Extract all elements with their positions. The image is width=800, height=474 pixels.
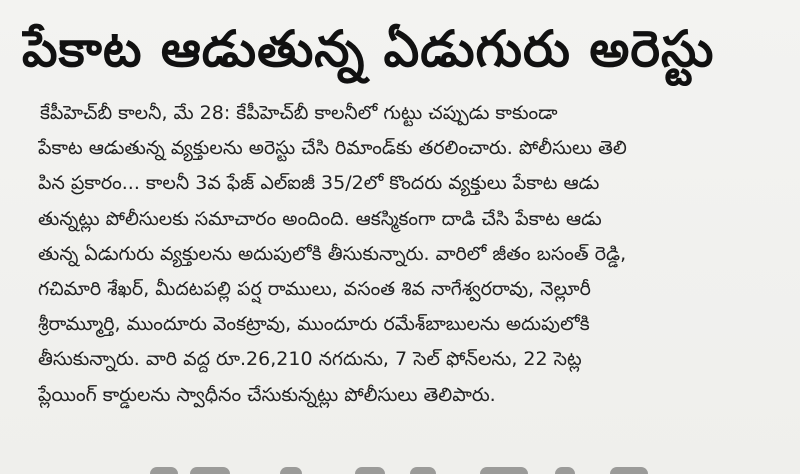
cropped-glyph (190, 467, 230, 474)
article-headline: పేకాట ఆడుతున్న ఏడుగురు అరెస్టు (22, 20, 715, 78)
cropped-glyph (150, 467, 178, 474)
cropped-glyph (610, 467, 648, 474)
cropped-next-headline (120, 455, 680, 474)
article-line-5: తున్న ఏడుగురు వ్యక్తులను అదుపులోకి తీసుకున్నారు. వారిలో జీతం బసంత్ రెడ్డి, (38, 242, 627, 265)
article-line-4: తున్నట్లు పోలీసులకు సమాచారం అందింది. ఆకస్మికంగా దాడి చేసి పేకాట ఆడు (38, 207, 602, 230)
cropped-glyph (280, 467, 302, 474)
article-line-3: పిన ప్రకారం... కాలనీ 3వ ఫేజ్ ఎల్ఐజీ 35/2లో కొందరు వ్యక్తులు పేకాట ఆడు (38, 172, 600, 195)
article-line-9: ప్లేయింగ్ కార్డులను స్వాధీనం చేసుకున్నట్లు పోలీసులు తెలిపారు. (38, 383, 496, 406)
article-line-7: శ్రీరామ్మూర్తి, ముందూరు వెంకట్రావు, ముందూరు రమేశ్‌బాబులను అదుపులోకి (38, 313, 590, 336)
cropped-glyph (480, 467, 528, 474)
article-line-1: కేపీహెచ్‌బీ కాలనీ, మే 28: కేపీహెచ్‌బీ కాలనీలో గుట్టు చప్పుడు కాకుండా (40, 102, 558, 124)
cropped-glyph (355, 467, 385, 474)
article-line-6: గచిమారి శేఖర్, మీదటపల్లి పర్ష రాములు, వసంత శివ నాగేశ్వరరావు, నెల్లూరీ (38, 277, 591, 300)
article-line-2: పేకాట ఆడుతున్న వ్యక్తులను అరెస్టు చేసి రిమాండ్‌కు తరలించారు. పోలీసులు తెలి (38, 137, 627, 160)
article-line-8: తీసుకున్నారు. వారి వద్ద రూ.26,210 నగదును, 7 సెల్ ఫోన్‌లను, 22 సెట్ల (38, 348, 582, 371)
cropped-glyph (555, 467, 575, 474)
cropped-glyph (410, 467, 436, 474)
article-body (38, 96, 786, 413)
